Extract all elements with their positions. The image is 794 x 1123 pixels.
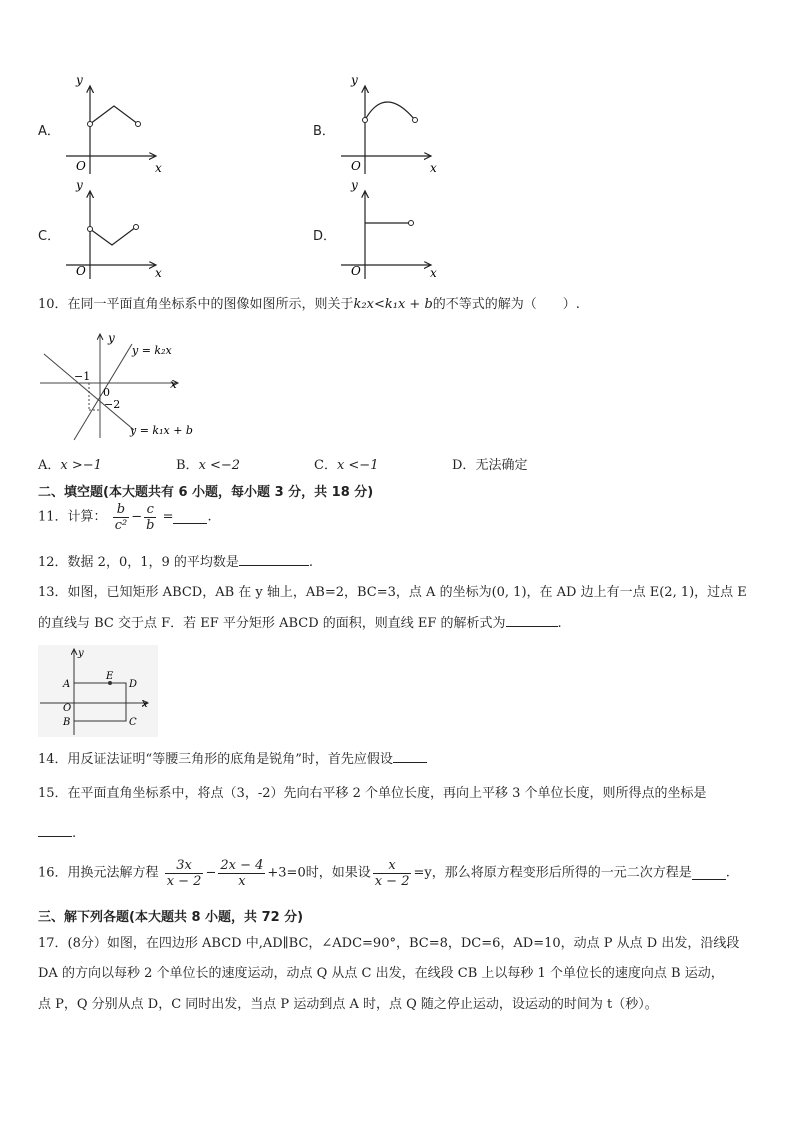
question-10-stem: 10．在同一平面直角坐标系中的图像如图所示，则关于k₂x<k₁x + b的不等式的解为（ ）.	[38, 297, 580, 312]
y-label: y	[76, 181, 83, 192]
section-3-heading: 三、解下列各题(本大题共 8 小题，共 72 分)	[38, 910, 304, 925]
option-b-label: B．	[313, 124, 335, 139]
answer-blank[interactable]	[173, 511, 207, 524]
section-2-heading: 二、填空题(本大题共有 6 小题，每小题 3 分，共 18 分)	[38, 485, 374, 500]
x-label: x	[155, 161, 162, 175]
y-label: y	[108, 331, 115, 345]
y-label: y	[351, 76, 358, 87]
x-label: x	[430, 161, 437, 175]
tick-neg2: −2	[104, 398, 121, 411]
option-a-label: A．	[38, 124, 60, 139]
answer-blank[interactable]	[239, 553, 309, 566]
label-b: B	[63, 717, 71, 728]
graph-option-d	[337, 181, 447, 281]
figure-background	[38, 645, 158, 737]
endpoint-open	[363, 118, 368, 123]
question-15-line1: 15．在平面直角坐标系中，将点（3，-2）先向右平移 2 个单位长度，再向上平移 3 个单位长度，则所得点的坐标是	[38, 786, 707, 801]
y-label: y	[78, 648, 84, 659]
label-o: O	[63, 703, 72, 714]
label-d: D	[129, 679, 138, 690]
endpoint-open	[88, 227, 93, 232]
option-d-label: D．	[313, 229, 337, 244]
x-label: x	[170, 377, 177, 391]
endpoint-open	[88, 122, 93, 127]
origin-label: O	[76, 159, 86, 173]
answer-blank[interactable]	[38, 824, 72, 837]
endpoint-open	[409, 221, 414, 226]
x-label: x	[430, 266, 437, 280]
fraction-b-over-c2: $\frac{b}{\text{c²}}$	[114, 502, 128, 533]
origin-label: O	[76, 264, 86, 278]
graph-question-10	[38, 330, 208, 442]
question-11: 11．计算： $\frac{b}{\text{c²}}$ − $\frac{c}{b}$ = .	[38, 502, 212, 533]
answer-blank[interactable]	[393, 750, 427, 763]
fraction-3x-over-x-2: $\frac{3x}{x - 2}$	[166, 858, 202, 889]
question-13-line2: 的直线与 BC 交于点 F．若 EF 平分矩形 ABCD 的面积，则直线 EF 的解析式为 .	[38, 616, 562, 631]
fraction-x-over-x-2: $\frac{x}{x - 2}$	[374, 858, 410, 889]
choice-10-c: C．x <−1	[314, 458, 379, 473]
label-a: A	[63, 679, 71, 690]
answer-blank[interactable]	[692, 867, 726, 880]
question-17-line3: 点 P，Q 分别从点 D，C 同时出发，当点 P 运动到点 A 时，点 Q 随之停止运动，设运动的时间为 t（秒）。	[38, 997, 658, 1012]
x-label: x	[142, 699, 148, 710]
question-13-line1: 13．如图，已知矩形 ABCD，AB 在 y 轴上，AB=2，BC=3，点 A 的坐标为(0, 1)，在 AD 边上有一点 E(2, 1)，过点 E	[38, 585, 747, 600]
choice-10-b: B．x <−2	[176, 458, 241, 473]
endpoint-open	[413, 118, 418, 123]
choice-10-a: A．x >−1	[38, 458, 102, 473]
fraction-2x-4-over-x: $\frac{2x - 4}{x}$	[220, 858, 264, 889]
y-label: y	[351, 181, 358, 192]
graph-option-a	[62, 76, 172, 176]
graph-option-b	[337, 76, 447, 176]
origin-label: 0	[103, 386, 110, 399]
graph-curve	[90, 106, 138, 124]
origin-label: O	[351, 159, 361, 173]
label-c: C	[129, 717, 137, 728]
question-17-line1: 17．(8分）如图，在四边形 ABCD 中,AD∥BC，∠ADC=90°，BC=8，DC=6，AD=10，动点 P 从点 D 出发，沿线段	[38, 936, 740, 951]
question-15-line2: .	[38, 824, 76, 842]
line-label-k1x-b: y = k₁x + b	[130, 424, 193, 437]
label-e: E	[106, 671, 114, 682]
graph-question-13	[38, 645, 158, 737]
endpoint-open	[134, 225, 139, 230]
question-17-line2: DA 的方向以每秒 2 个单位长的速度运动，动点 Q 从点 C 出发，在线段 CB 上以每秒 1 个单位长的速度向点 B 运动，	[38, 966, 724, 981]
graph-option-c	[62, 181, 172, 281]
fraction-c-over-b: $\frac{c}{b}$	[146, 502, 155, 533]
graph-curve	[90, 227, 136, 245]
x-label: x	[155, 266, 162, 280]
tick-neg1: −1	[74, 370, 91, 383]
endpoint-open	[136, 122, 141, 127]
answer-blank[interactable]	[506, 614, 558, 627]
option-c-label: C．	[38, 229, 61, 244]
question-14: 14．用反证法证明“等腰三角形的底角是锐角”时，首先应假设	[38, 750, 427, 768]
question-12: 12．数据 2，0，1，9 的平均数是 .	[38, 555, 314, 570]
question-16: 16．用换元法解方程 $\frac{3x}{x - 2}$ − $\frac{2x - 4}{x}$ +3=0时，如果设 $\frac{x}{x - 2}$ =y，那么将原方程变形后所得的一元二次方程是 .	[38, 858, 730, 889]
line-label-k2x: y = k₂x	[132, 344, 172, 357]
y-label: y	[76, 76, 83, 87]
choice-10-d: D．无法确定	[452, 458, 528, 473]
origin-label: O	[351, 264, 361, 278]
graph-curve	[365, 102, 415, 120]
